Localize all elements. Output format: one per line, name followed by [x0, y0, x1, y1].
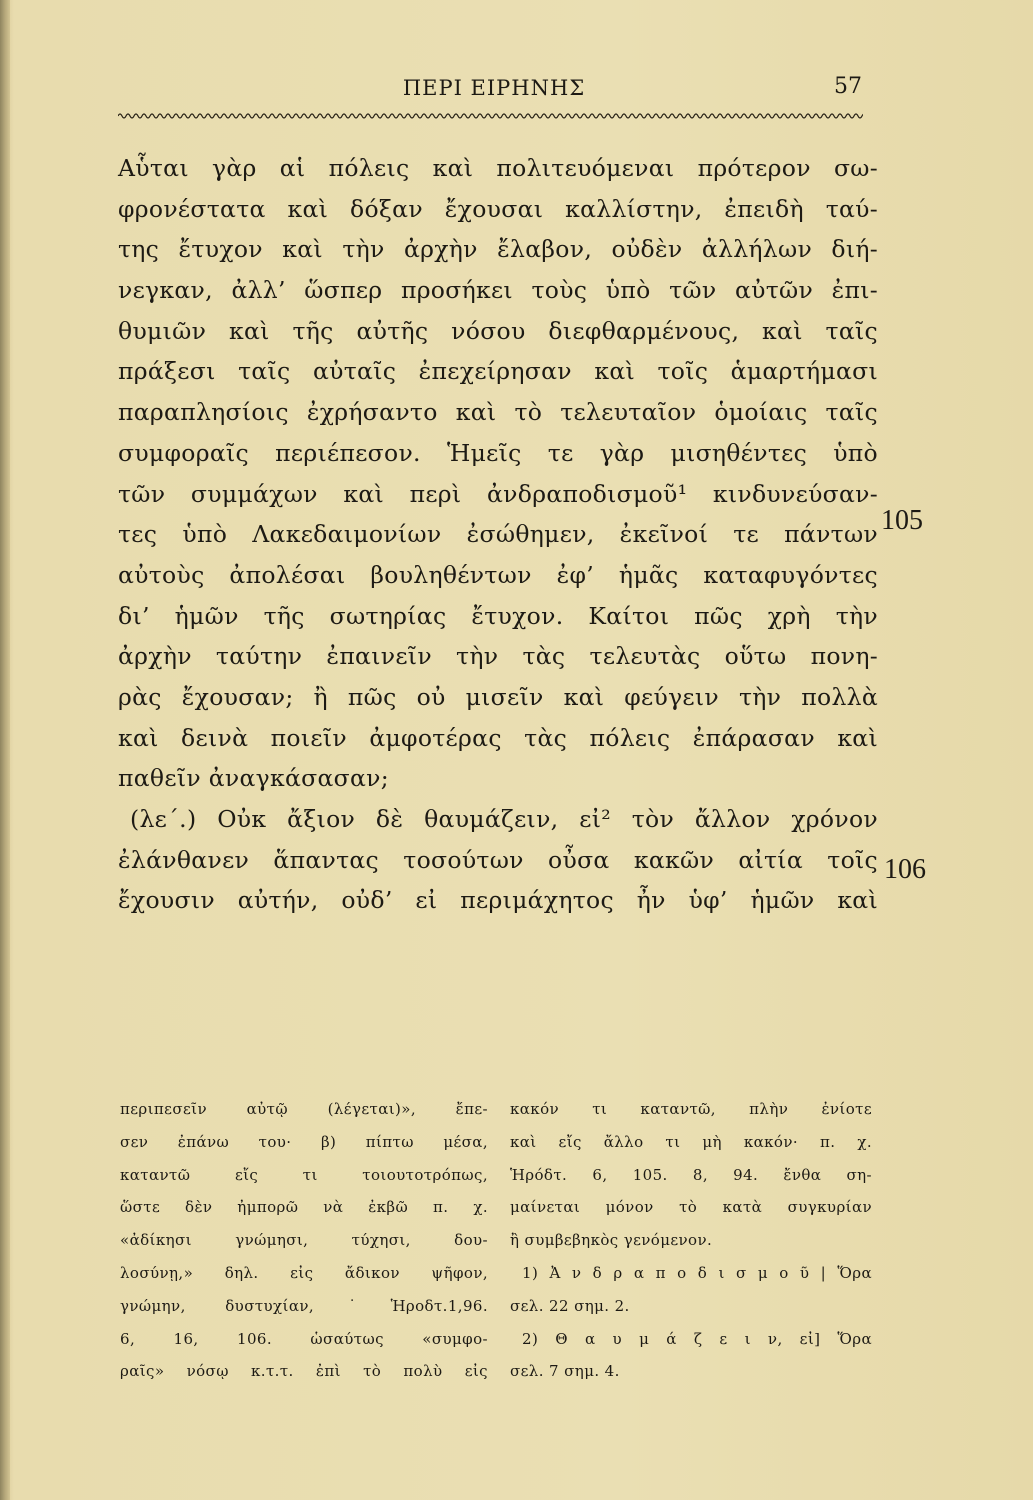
page-number: 57	[834, 74, 862, 99]
footnote-line: «ἀδίκησι γνώμησι, τύχησι, δου-	[120, 1231, 488, 1250]
text-line: φρονέστατα καὶ δόξαν ἔχουσαι καλλίστην, ἐπειδὴ ταύ-	[118, 194, 878, 223]
text-line: θυμιῶν καὶ τῆς αὐτῆς νόσου διεφθαρμένους, καὶ ταῖς	[118, 316, 878, 345]
header-wavy-rule	[118, 110, 863, 122]
margin-section-number: 105	[881, 505, 923, 536]
main-text	[118, 148, 878, 921]
footnote-line: περιπεσεῖν αὐτῷ (λέγεται)», ἔπε-	[120, 1100, 488, 1118]
text-line: τες ὑπὸ Λακεδαιμονίων ἐσώθημεν, ἐκεῖνοί τε πάντων	[118, 520, 878, 549]
text-line: συμφοραῖς περιέπεσον. Ἡμεῖς τε γὰρ μισηθέντες ὑπὸ	[118, 438, 878, 467]
text-line: ἀρχὴν ταύτην ἐπαινεῖν τὴν τὰς τελευτὰς οὕτω πονη-	[118, 642, 878, 671]
text-line: παθεῖν ἀναγκάσασαν;	[118, 764, 389, 793]
footnote-line: ραῖς» νόσῳ κ.τ.τ. ἐπὶ τὸ πολὺ εἰς	[120, 1362, 488, 1381]
footnote-line: μαίνεται μόνον τὸ κατὰ συγκυρίαν	[510, 1198, 872, 1217]
footnote-line: λοσύνῃ,» δηλ. εἰς ἄδικον ψῆφον,	[120, 1263, 488, 1282]
text-line: ἔχουσιν αὐτήν, οὐδ’ εἰ περιμάχητος ἦν ὑφ’ ἡμῶν καὶ	[118, 886, 878, 915]
footnotes-left-column	[120, 1093, 488, 1388]
running-title: ΠΕΡΙ ΕΙΡΗΝΗΣ	[402, 76, 586, 100]
footnote-line: ὥστε δὲν ἠμπορῶ νὰ ἐκβῶ π. χ.	[120, 1198, 488, 1217]
text-line: αὐτοὺς ἀπολέσαι βουληθέντων ἐφ’ ἡμᾶς καταφυγόντες	[118, 560, 878, 589]
text-line: ρὰς ἔχουσαν; ἢ πῶς οὐ μισεῖν καὶ φεύγειν τὴν πολλὰ	[118, 682, 878, 711]
text-line: καὶ δεινὰ ποιεῖν ἀμφοτέρας τὰς πόλεις ἐπάρασαν καὶ	[118, 723, 878, 752]
margin-section-number: 106	[884, 854, 926, 885]
footnote-line: σελ. 7 σημ. 4.	[510, 1362, 620, 1381]
footnote-line: 1) Ἀ ν δ ρ α π ο δ ι σ μ ο ῦ | Ὅρα	[522, 1263, 872, 1282]
footnote-line: καταντῶ εἴς τι τοιουτοτρόπως,	[120, 1165, 488, 1184]
footnote-line: καὶ εἴς ἄλλο τι μὴ κακόν· π. χ.	[510, 1132, 872, 1151]
text-line: Αὗται γὰρ αἱ πόλεις καὶ πολιτευόμεναι πρότερον σω-	[118, 154, 878, 182]
text-line: παραπλησίοις ἐχρήσαντο καὶ τὸ τελευταῖον ὁμοίαις ταῖς	[118, 398, 878, 427]
text-line: της ἔτυχον καὶ τὴν ἀρχὴν ἔλαβον, οὐδὲν ἀλλήλων διή-	[118, 235, 878, 264]
footnote-line: ἢ συμβεβηκὸς γενόμενον.	[510, 1231, 713, 1250]
text-line: ἐλάνθανεν ἅπαντας τοσούτων οὖσα κακῶν αἰτία τοῖς	[118, 845, 878, 874]
text-line: πράξεσι ταῖς αὐταῖς ἐπεχείρησαν καὶ τοῖς ἁμαρτήμασι	[118, 357, 878, 386]
page-header	[118, 76, 870, 106]
footnote-line: γνώμην, δυστυχίαν,˙Ἡροδτ.1,96.	[120, 1296, 488, 1315]
footnote-line: σεν ἐπάνω του· β) πίπτω μέσα,	[120, 1132, 488, 1151]
text-line: δι’ ἡμῶν τῆς σωτηρίας ἔτυχον. Καίτοι πῶς χρὴ τὴν	[118, 601, 878, 630]
footnote-line: κακόν τι καταντῶ, πλὴν ἐνίοτε	[510, 1100, 872, 1118]
footnote-line: 6, 16, 106. ὡσαύτως «συμφο-	[120, 1329, 488, 1348]
footnote-line: σελ. 22 σημ. 2.	[510, 1296, 630, 1315]
text-line: τῶν συμμάχων καὶ περὶ ἀνδραποδισμοῦ¹ κινδυνεύσαν-	[118, 479, 878, 508]
page-spine-shadow	[0, 0, 10, 1500]
footnote-line: Ἡρόδτ. 6, 105. 8, 94. ἔνθα ση-	[510, 1165, 872, 1184]
text-line: νεγκαν, ἀλλ’ ὥσπερ προσήκει τοὺς ὑπὸ τῶν αὐτῶν ἐπι-	[118, 276, 878, 305]
footnote-line: 2) Θ α υ μ ά ζ ε ι ν, εἰ] Ὅρα	[522, 1329, 872, 1348]
footnotes-right-column	[510, 1093, 872, 1388]
text-line: (λε΄.) Οὐκ ἄξιον δὲ θαυμάζειν, εἰ² τὸν ἄλλον χρόνον	[130, 805, 878, 833]
